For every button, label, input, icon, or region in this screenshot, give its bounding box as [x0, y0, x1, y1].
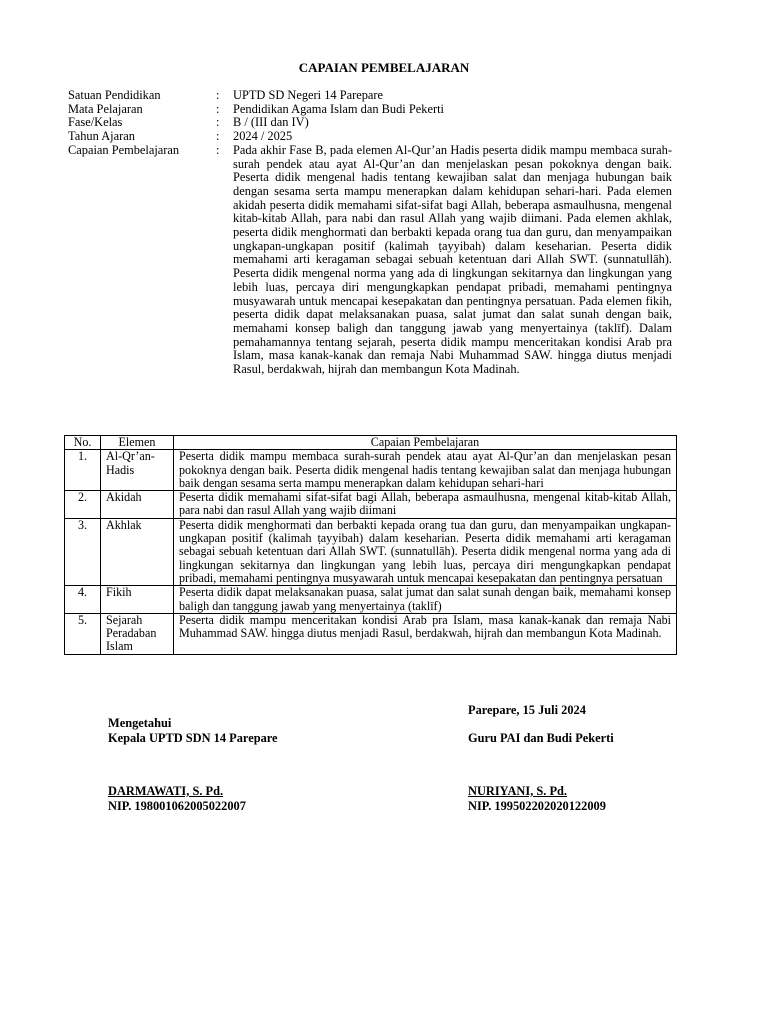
info-value: Pendidikan Agama Islam dan Budi Pekerti: [233, 101, 444, 116]
row-capaian: Peserta didik menghormati dan berbakti kepada orang tua dan guru, dan menyampaikan ungkapan-ungkapan positif (kalimah ṭayyibah) dalam keseharian. Peserta didik memahami arti keragaman sebagai sebuah ketentuan dari Allah SWT. (sunnatullāh). Peserta didik mengenal norma yang ada di lingkungan sekitarnya dan lingkungan yang lebih luas, percaya diri mengungkapkan pendapat pribadi, memahami pentingnya musyawarah untuk mencapai kesepakatan dan pentingnya persatuan: [174, 518, 677, 585]
row-elemen: Akidah: [101, 491, 174, 519]
row-elemen: Fikih: [101, 586, 174, 614]
right-signer-name-text: NURIYANI, S. Pd.: [468, 784, 568, 798]
table-row: [65, 450, 677, 491]
info-value: 2024 / 2025: [233, 129, 293, 144]
info-colon: :: [216, 142, 220, 157]
info-colon: :: [216, 115, 220, 130]
row-capaian: Peserta didik memahami sifat-sifat bagi Allah, beberapa asmaulhusna, mengenal kitab-kitab Allah, para nabi dan rasul Allah yang wajib diimani: [174, 491, 677, 519]
info-colon: :: [216, 129, 220, 144]
capaian-summary: Pada akhir Fase B, pada elemen Al-Qur’an Hadis peserta didik mampu membaca surah-surah pendek atau ayat Al-Qur’an dan menjelaskan pesan pokoknya dengan baik. Peserta didik mengenal hadis tentang kewajiban salat dan menjaga hubungan baik dengan sesama serta mampu menerapkan dalam kehidupan sehari-hari. Pada elemen akidah peserta didik memahami sifat-sifat bagi Allah, beberapa asmaulhusna, mengenal kitab-kitab Allah, para nabi dan rasul Allah yang wajib diimani. Pada elemen akhlak, peserta didik menghormati dan berbakti kepada orang tua dan guru, dan menyampaikan ungkapan-ungkapan positif (kalimah ṭayyibah) dalam keseharian. Peserta didik memahami arti keragaman sebagai sebuah ketentuan dari Allah SWT. (sunnatullāh). Peserta didik mengenal norma yang ada di lingkungan sekitarnya dan lingkungan yang lebih luas, percaya diri mengungkapkan pendapat pribadi, memahami pentingnya musyawarah untuk mencapai kesepakatan dan pentingnya persatuan. Pada elemen fikih, peserta didik dapat melaksanakan puasa, salat jumat dan salat sunah dengan baik, memahami konsep baligh dan tanggung jawab yang menyertainya (taklīf). Dalam pemahamannya tentang sejarah, peserta didik mampu menceritakan kondisi Arab pra Islam, masa kanak-kanak dan remaja Nabi Muhammad SAW. hingga diutus menjadi Rasul, berdakwah, hijrah dan membangun Kota Madinah.: [233, 142, 672, 377]
place-date: Parepare, 15 Juli 2024: [468, 703, 586, 717]
table-header-row: [65, 436, 677, 450]
row-capaian: Peserta didik dapat melaksanakan puasa, salat jumat dan salat sunah dengan baik, memahami konsep baligh dan tanggung jawab yang menyertainya (taklīf): [174, 586, 677, 614]
left-approval-label: Mengetahui: [108, 716, 172, 730]
header-no: No.: [65, 436, 101, 450]
info-row: [68, 89, 672, 103]
right-signer-nip: NIP. 199502202020122009: [468, 799, 606, 813]
info-row: [68, 116, 672, 130]
info-label: Capaian Pembelajaran: [68, 142, 180, 157]
info-block: [68, 89, 672, 377]
header-capaian: Capaian Pembelajaran: [174, 436, 677, 450]
info-colon: :: [216, 88, 220, 102]
info-value: B / (III dan IV): [233, 115, 309, 130]
table-row: [65, 518, 677, 585]
row-no: 1.: [65, 450, 101, 491]
right-signer-name: [468, 784, 567, 799]
table-row: [65, 613, 677, 654]
capaian-table: [64, 435, 677, 655]
row-elemen: Al-Qr’an-Hadis: [101, 450, 174, 491]
info-row: [68, 103, 672, 117]
info-label: Satuan Pendidikan: [68, 88, 161, 102]
row-capaian: Peserta didik mampu menceritakan kondisi Arab pra Islam, masa kanak-kanak dan remaja Nabi Muhammad SAW. hingga diutus menjadi Rasul, berdakwah, hijrah dan membangun Kota Madinah.: [174, 613, 677, 654]
table-row: [65, 491, 677, 519]
info-value: UPTD SD Negeri 14 Parepare: [233, 88, 384, 102]
page-title: CAPAIAN PEMBELAJARAN: [298, 60, 470, 75]
right-signer-title: Guru PAI dan Budi Pekerti: [468, 731, 614, 745]
left-signer-name-text: DARMAWATI, S. Pd.: [108, 784, 224, 798]
row-no: 3.: [65, 518, 101, 585]
info-row: [68, 130, 672, 144]
header-elemen: Elemen: [101, 436, 174, 450]
row-no: 4.: [65, 586, 101, 614]
left-signer-name: [108, 784, 223, 799]
left-signer-nip: NIP. 198001062005022007: [108, 799, 246, 813]
info-colon: :: [216, 101, 220, 116]
table-row: [65, 586, 677, 614]
info-row: [68, 144, 672, 377]
info-label: Mata Pelajaran: [68, 101, 143, 116]
info-label: Tahun Ajaran: [68, 129, 135, 144]
row-elemen: Akhlak: [101, 518, 174, 585]
row-no: 2.: [65, 491, 101, 519]
row-no: 5.: [65, 613, 101, 654]
left-signer-title: Kepala UPTD SDN 14 Parepare: [108, 731, 278, 745]
info-label: Fase/Kelas: [68, 115, 123, 130]
row-elemen: Sejarah Peradaban Islam: [101, 613, 174, 654]
row-capaian: Peserta didik mampu membaca surah-surah pendek atau ayat Al-Qur’an dan menjelaskan pesan pokoknya dengan baik. Peserta didik mengenal hadis tentang kewajiban salat dan menjaga hubungan baik dengan sesama serta mampu menerapkan dalam kehidupan sehari-hari: [174, 450, 677, 491]
